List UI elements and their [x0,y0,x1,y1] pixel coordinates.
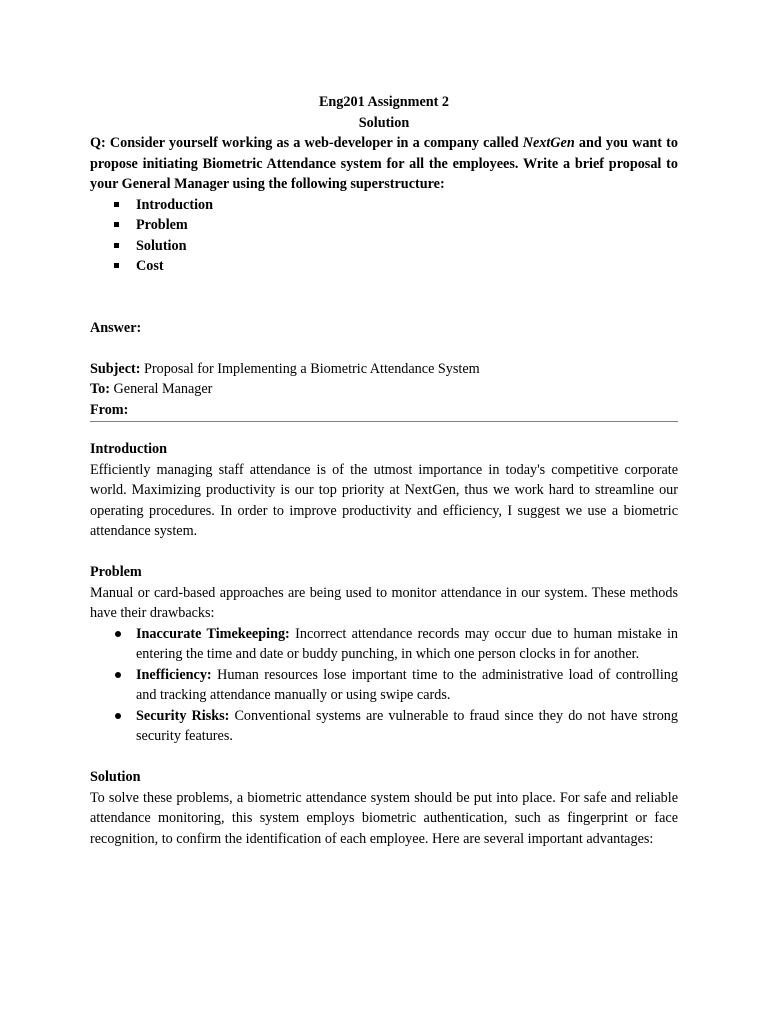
problem-text: Manual or card-based approaches are being used to monitor attendance in our system. These methods have their drawbacks: [90,584,678,621]
superstructure-item: Introduction [90,195,678,216]
problem-list [90,624,678,747]
square-bullet-icon [114,263,119,268]
document-title: Eng201 Assignment 2 [318,94,450,110]
question-text-before: Q: Consider yourself working as a web-developer in a company called [90,135,523,151]
document-subtitle: Solution [358,114,410,131]
spacer [90,338,678,359]
question-paragraph [90,133,678,195]
square-bullet-icon [114,222,119,227]
spacer [90,277,678,318]
superstructure-list [90,195,678,277]
bullet-icon [115,672,121,678]
bullet-icon [115,631,121,637]
problem-heading: Problem [90,564,142,580]
solution-heading: Solution [90,769,141,785]
document-content [90,92,678,849]
solution-text: To solve these problems, a biometric attendance system should be put into place. For safe and reliable attendance monitoring, this system employs biometric authentication, such as fingerprint or face recognition, to confirm the identification of each employee. Here are several important advantages: [90,789,678,847]
problem-item: Inefficiency: Human resources lose important time to the administrative load of controlling and tracking attendance manually or using swipe cards. [90,665,678,706]
bullet-icon [115,713,121,719]
introduction-text: Efficiently managing staff attendance is of the utmost importance in today's competitive corporate world. Maximizing productivity is our top priority at NextGen, thus we work hard to streamline our operating procedures. In order to improve productivity and efficiency, I suggest we use a biometric attendance system. [90,461,678,539]
square-bullet-icon [114,202,119,207]
superstructure-item: Cost [90,256,678,277]
question-text-after: and you want to propose initiating Biometric Attendance system for all the employees. Write a brief proposal to your General Manager using the following superstructure: [90,135,678,192]
spacer [90,747,678,768]
superstructure-item: Solution [90,236,678,257]
memo-from: From: [90,401,129,418]
answer-label: Answer: [90,319,142,336]
question-company-name: NextGen [522,135,575,151]
problem-item: Security Risks: Conventional systems are vulnerable to fraud since they do not have strong security features. [90,706,678,747]
superstructure-item: Problem [90,215,678,236]
problem-item: Inaccurate Timekeeping: Incorrect attendance records may occur due to human mistake in entering the time and date or buddy punching, in which one person clocks in for another. [90,624,678,665]
square-bullet-icon [114,243,119,248]
introduction-heading: Introduction [90,441,167,457]
memo-to: To: General Manager [90,381,213,397]
spacer [90,542,678,563]
memo-subject: Subject: Proposal for Implementing a Biometric Attendance System [90,360,480,377]
spacer [90,422,678,439]
